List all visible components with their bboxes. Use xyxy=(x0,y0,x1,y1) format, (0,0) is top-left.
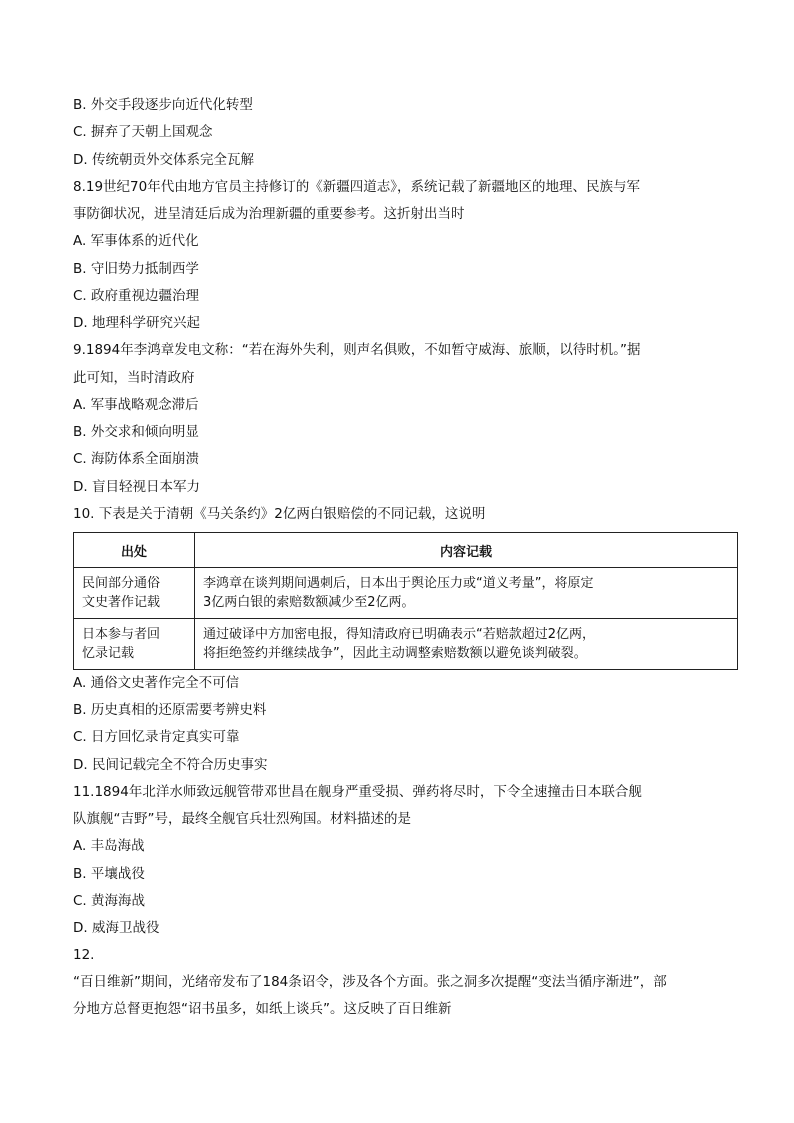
option-d-q11: D. 威海卫战役 xyxy=(73,920,160,936)
option-c-q11: C. 黄海海战 xyxy=(73,893,146,909)
table-header-content: 内容记载 xyxy=(195,533,738,568)
option-b-q7: B. 外交手段逐步向近代化转型 xyxy=(73,97,253,113)
option-c-q10: C. 日方回忆录肯定真实可靠 xyxy=(73,729,240,745)
option-c-q8: C. 政府重视边疆治理 xyxy=(73,288,200,304)
question-8-stem-line2: 事防御状况，进呈清廷后成为治理新疆的重要参考。这折射出当时 xyxy=(73,206,465,222)
cell-text: 民间部分通俗 xyxy=(82,576,161,591)
option-b-q10: B. 历史真相的还原需要考辨史料 xyxy=(73,702,267,718)
cell-text: 3亿两白银的索赔数额减少至2亿两。 xyxy=(203,595,415,610)
question-11-stem-line1: 11.1894年北洋水师致远舰管带邓世昌在舰身严重受损、弹药将尽时，下令全速撞击日本联合舰 xyxy=(73,784,642,800)
table-cell-content xyxy=(195,619,738,670)
table-header-source: 出处 xyxy=(74,533,195,568)
option-a-q10: A. 通俗文史著作完全不可信 xyxy=(73,675,240,691)
question-12-stem-line2: 分地方总督更抱怨“诏书虽多，如纸上谈兵”。这反映了百日维新 xyxy=(73,1001,452,1017)
table-cell-content xyxy=(195,568,738,619)
table-cell-source xyxy=(74,619,195,670)
option-a-q11: A. 丰岛海战 xyxy=(73,838,145,854)
option-d-q7: D. 传统朝贡外交体系完全瓦解 xyxy=(73,152,254,168)
question-12-number: 12. xyxy=(73,947,95,963)
table-cell-source xyxy=(74,568,195,619)
cell-text: 李鸿章在谈判期间遇刺后，日本出于舆论压力或“道义考量”，将原定 xyxy=(203,576,594,591)
question-12-stem-line1: “百日维新”期间，光绪帝发布了184条诏令，涉及各个方面。张之洞多次提醒“变法当循序渐进”，部 xyxy=(73,974,667,990)
cell-text: 忆录记载 xyxy=(82,646,135,661)
question-9-stem-line2: 此可知，当时清政府 xyxy=(73,370,195,386)
option-d-q9: D. 盲目轻视日本军力 xyxy=(73,479,200,495)
question-10-stem: 10. 下表是关于清朝《马关条约》2亿两白银赔偿的不同记载，这说明 xyxy=(73,506,486,522)
question-11-stem-line2: 队旗舰“吉野”号，最终全舰官兵壮烈殉国。材料描述的是 xyxy=(73,811,411,827)
cell-text: 文史著作记载 xyxy=(82,595,161,610)
cell-text: 通过破译中方加密电报，得知清政府已明确表示“若赔款超过2亿两， xyxy=(203,627,596,642)
option-a-q9: A. 军事战略观念滞后 xyxy=(73,397,199,413)
option-d-q10: D. 民间记载完全不符合历史事实 xyxy=(73,757,268,773)
option-c-q9: C. 海防体系全面崩溃 xyxy=(73,451,200,467)
option-b-q9: B. 外交求和倾向明显 xyxy=(73,424,199,440)
option-b-q11: B. 平壤战役 xyxy=(73,866,145,882)
table-row xyxy=(74,619,738,670)
question-9-stem-line1: 9.1894年李鸿章发电文称：“若在海外失利，则声名俱败，不如暂守威海、旅顺，以待时机。”据 xyxy=(73,342,641,358)
source-table xyxy=(73,532,738,670)
cell-text: 将拒绝签约并继续战争”，因此主动调整索赔数额以避免谈判破裂。 xyxy=(203,646,587,661)
option-a-q8: A. 军事体系的近代化 xyxy=(73,233,199,249)
cell-text: 日本参与者回 xyxy=(82,627,161,642)
question-8-stem-line1: 8.19世纪70年代由地方官员主持修订的《新疆四道志》，系统记载了新疆地区的地理、民族与军 xyxy=(73,179,640,195)
option-b-q8: B. 守旧势力抵制西学 xyxy=(73,261,199,277)
option-c-q7: C. 摒弃了天朝上国观念 xyxy=(73,124,213,140)
table-row xyxy=(74,568,738,619)
option-d-q8: D. 地理科学研究兴起 xyxy=(73,315,200,331)
table-header-row xyxy=(74,533,738,568)
